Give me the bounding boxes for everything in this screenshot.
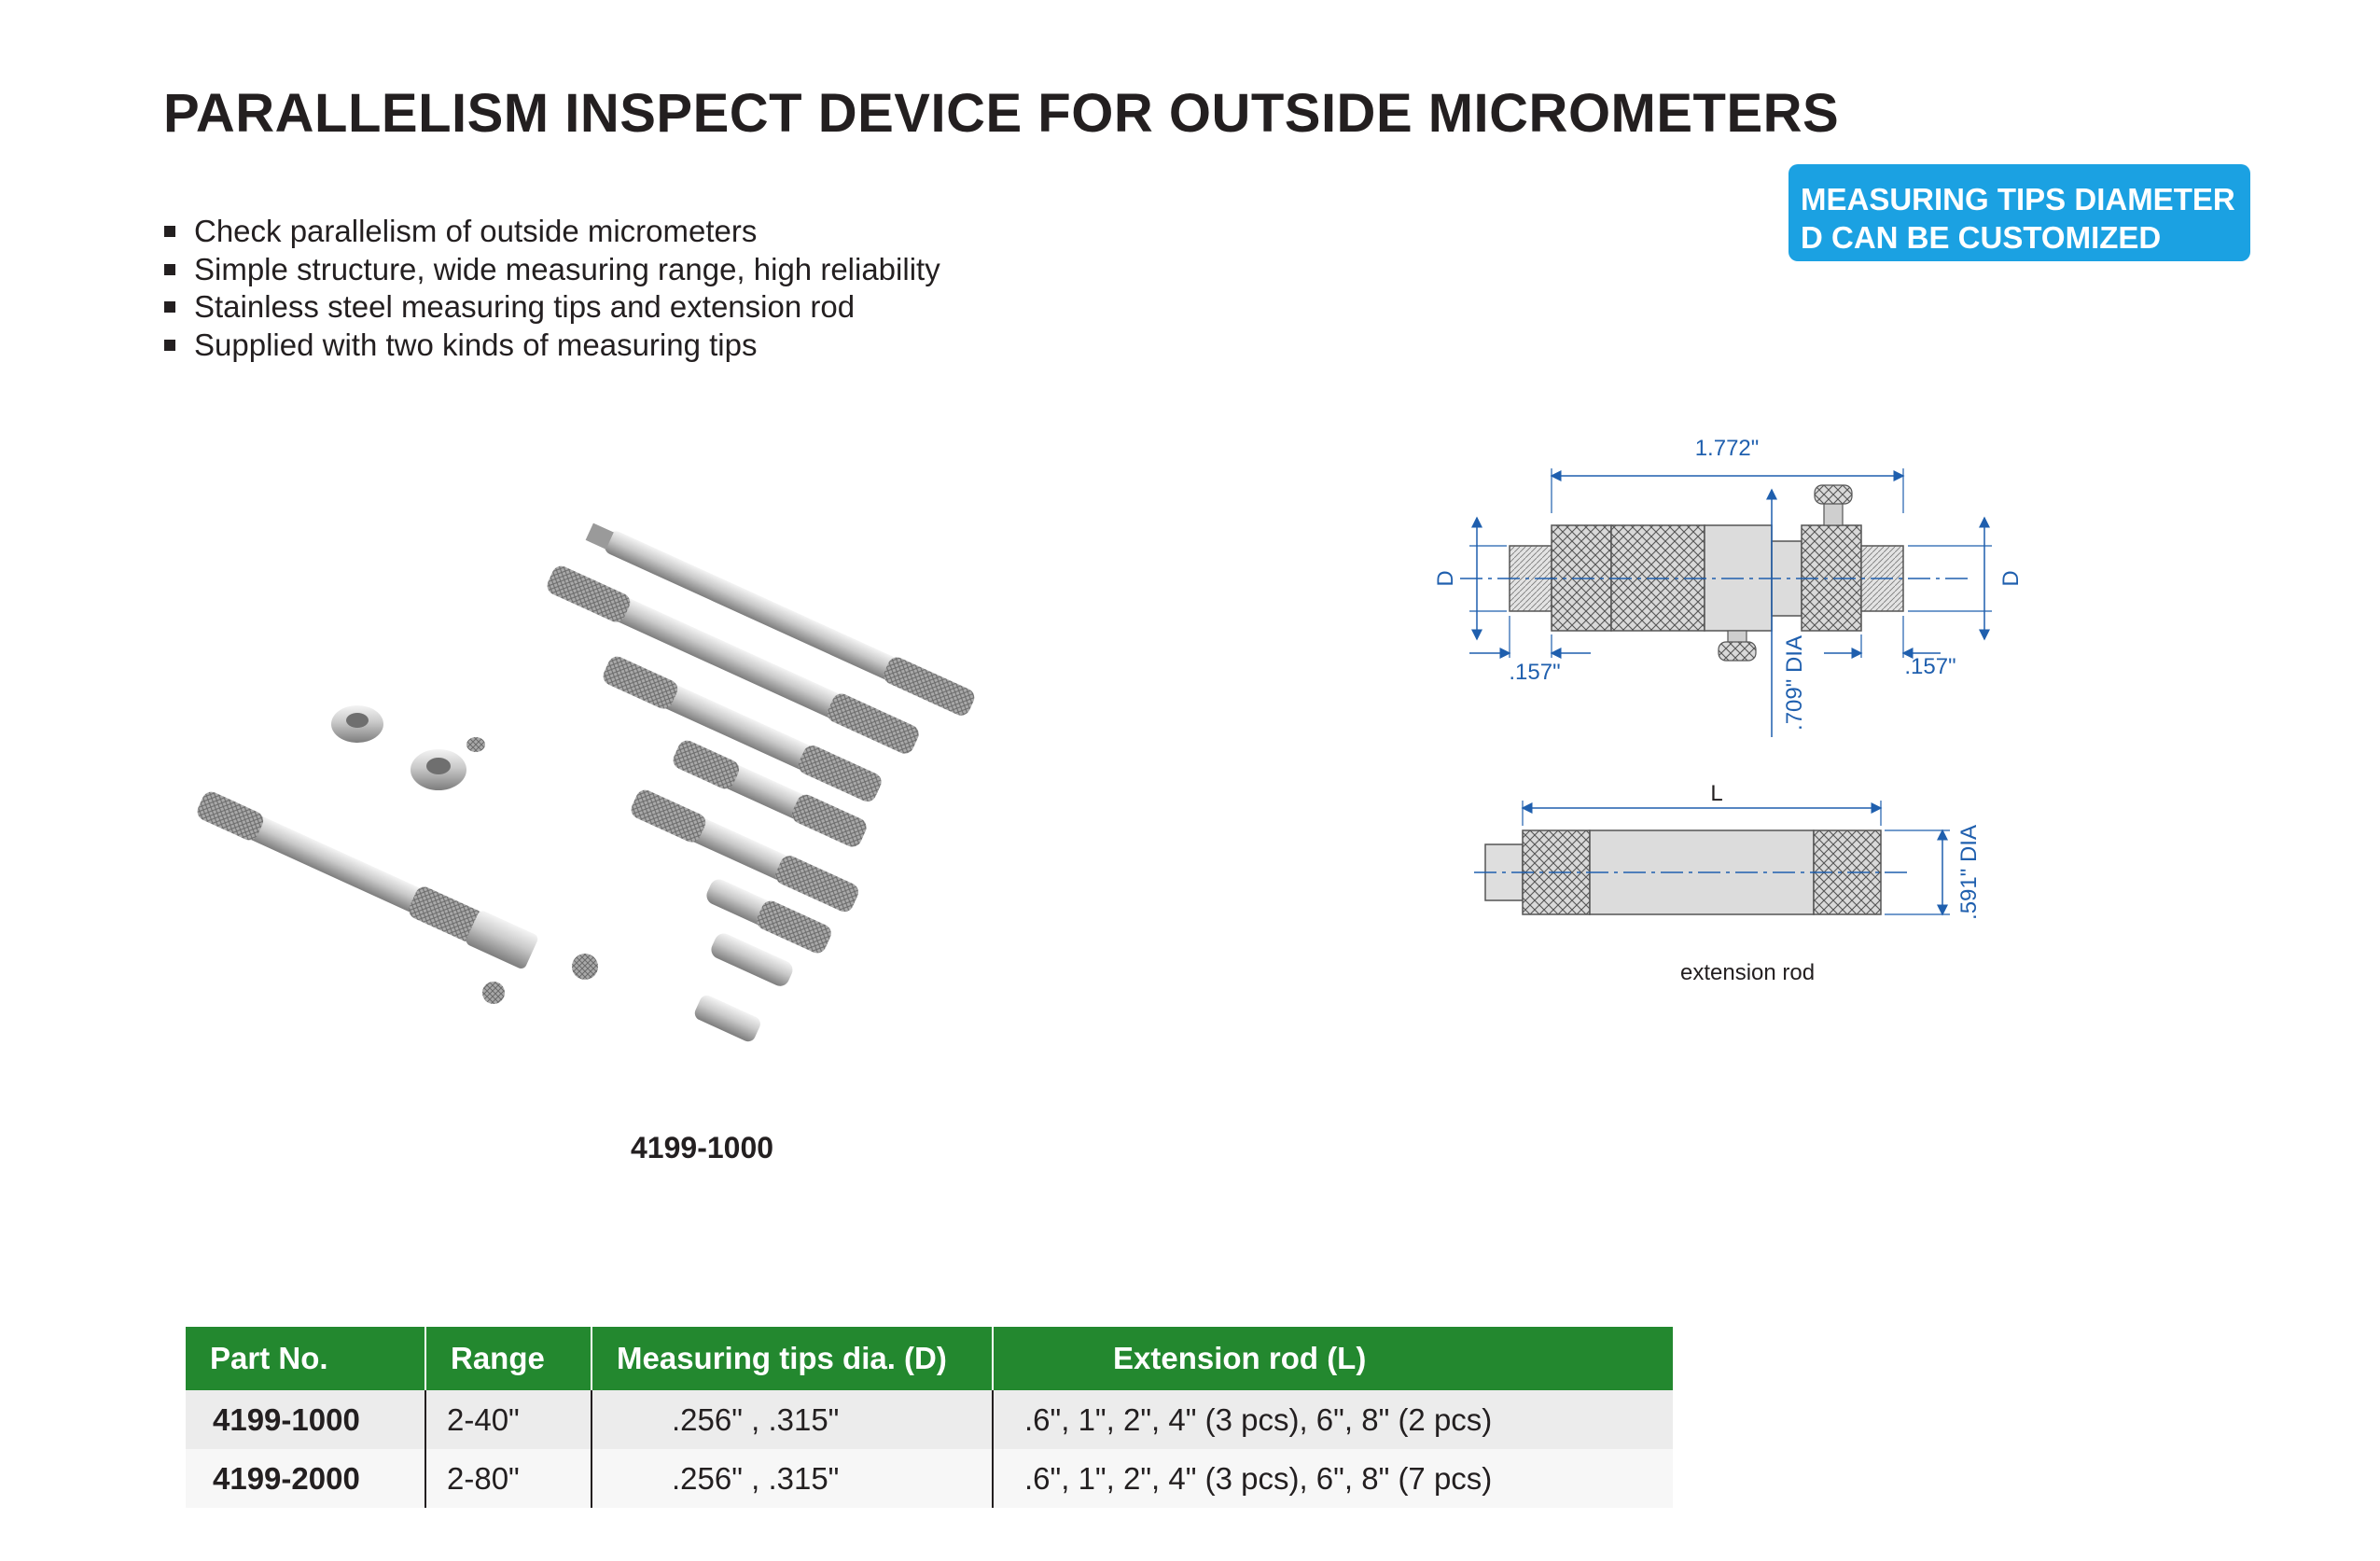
bullet-square-icon xyxy=(164,264,175,275)
col-header-ext: Extension rod (L) xyxy=(993,1327,1673,1390)
rod-caption: extension rod xyxy=(1680,960,1816,985)
col-header-tips: Measuring tips dia. (D) xyxy=(592,1327,993,1390)
tip-length-left-label: .157" xyxy=(1509,660,1561,685)
tip-dia-left-label: D xyxy=(1433,570,1458,587)
cell-range: 2-80" xyxy=(425,1449,592,1508)
bullet-square-icon xyxy=(164,226,175,237)
feature-list xyxy=(164,213,940,364)
rod-length-label: L xyxy=(1710,784,1723,806)
feature-item xyxy=(164,327,940,365)
measuring-head-drawing xyxy=(1413,429,2085,746)
cell-tips: .256" , .315" xyxy=(592,1449,993,1508)
bullet-square-icon xyxy=(164,301,175,313)
note-line-1: MEASURING TIPS DIAMETER xyxy=(1801,182,2235,216)
extension-rods xyxy=(544,519,977,1044)
cell-tips: .256" , .315" xyxy=(592,1390,993,1449)
feature-item xyxy=(164,213,940,251)
spec-table xyxy=(186,1327,1673,1508)
body-dia-label: .709" DIA xyxy=(1782,635,1807,731)
cell-ext: .6", 1", 2", 4" (3 pcs), 6", 8" (2 pcs) xyxy=(993,1390,1673,1449)
table-row xyxy=(186,1390,1673,1449)
cell-range: 2-40" xyxy=(425,1390,592,1449)
product-label: 4199-1000 xyxy=(631,1131,774,1164)
cell-ext: .6", 1", 2", 4" (3 pcs), 6", 8" (7 pcs) xyxy=(993,1449,1673,1508)
col-header-part: Part No. xyxy=(186,1327,425,1390)
col-header-range: Range xyxy=(425,1327,592,1390)
customization-note-badge xyxy=(1788,164,2250,261)
product-photo xyxy=(168,504,1176,1101)
feature-item xyxy=(164,288,940,327)
head-length-label: 1.772" xyxy=(1694,436,1760,461)
table-row xyxy=(186,1449,1673,1508)
note-line-2: D CAN BE CUSTOMIZED xyxy=(1801,220,2162,255)
feature-text: Stainless steel measuring tips and extension rod xyxy=(194,289,856,324)
tip-length-right-label: .157" xyxy=(1904,654,1956,679)
tip-dia-right-label: D xyxy=(1998,570,2024,587)
feature-item xyxy=(164,251,940,289)
table-header-row xyxy=(186,1327,1673,1390)
measuring-tips xyxy=(331,705,485,790)
bullet-square-icon xyxy=(164,340,175,351)
feature-text: Simple structure, wide measuring range, high reliability xyxy=(194,251,940,286)
page-title: PARALLELISM INSPECT DEVICE FOR OUTSIDE MICROMETERS xyxy=(163,83,1840,144)
extension-rod-drawing xyxy=(1474,784,2053,952)
cell-part: 4199-2000 xyxy=(186,1449,425,1508)
rod-dia-label: .591" DIA xyxy=(1956,825,1982,920)
feature-text: Supplied with two kinds of measuring tips xyxy=(194,327,758,362)
feature-text: Check parallelism of outside micrometers xyxy=(194,214,758,248)
measuring-head xyxy=(193,786,598,1004)
extension-rod xyxy=(708,930,796,989)
cell-part: 4199-1000 xyxy=(186,1390,425,1449)
extension-rod xyxy=(692,993,762,1044)
